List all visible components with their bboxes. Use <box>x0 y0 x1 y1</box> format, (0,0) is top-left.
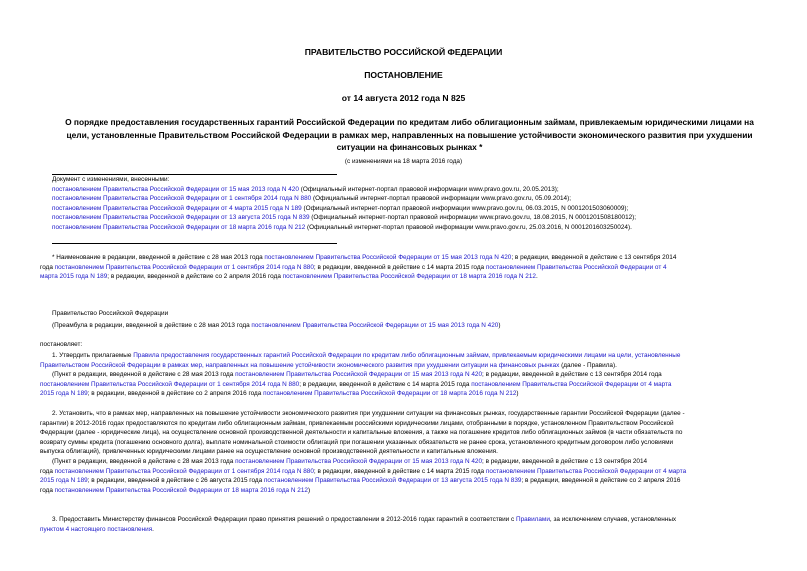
amendment-link[interactable]: постановлением Правительства Российской Федерации от 18 марта 2016 года N 212 <box>52 223 306 231</box>
paragraph-text: ; в редакции, введенной в действие с 13 сентября 2014 <box>482 457 648 465</box>
paragraph-2 <box>40 409 778 495</box>
paragraph-text: ; в редакции, введенной в действие со 2 апреля 2016 <box>521 477 681 485</box>
paragraph-text: ; в редакции, введенной в действие с 14 марта 2015 года <box>313 467 486 475</box>
footnote-link[interactable]: постановлением Правительства Российской Федерации от 15 мая 2013 года N 420 <box>264 254 512 261</box>
list-item <box>52 194 792 204</box>
amendment-link[interactable]: постановлением Правительства Российской Федерации от 1 сентября 2014 года N 880 <box>52 195 312 203</box>
paragraph-line: гарантии) в 2012-2016 годах предоставляются по кредитам либо облигационным займам, привлекаемым российскими юридическими лицами, отобранными в порядке, установленном Правительством Российской <box>40 419 674 427</box>
list-item <box>52 213 792 223</box>
divider <box>52 243 337 244</box>
preamble: Правительство Российской Федерации <box>52 310 169 317</box>
paragraph-3 <box>40 515 778 534</box>
footnote-line <box>40 253 775 263</box>
paragraph-text: ; в редакции, введенной в действие с 13 сентября 2014 года <box>482 371 662 379</box>
rules-link[interactable]: Правилами <box>515 516 550 523</box>
paragraph-text: (Пункт в редакции, введенной в действие с 28 мая 2013 года <box>52 371 236 379</box>
paragraph-line: Федерации (далее - юридические лица), на осуществление основной производственной деятельности и капитальные вложения, а также на погашение кредитов либо облигационных займов (в части обязательств по <box>40 429 683 437</box>
footnote <box>40 253 775 282</box>
footnote-link[interactable]: постановлением Правительства Российской Федерации от 4 <box>485 263 667 271</box>
amendment-link[interactable]: постановлением Правительства Российской Федерации от 4 марта 2015 года N 189 <box>52 204 302 212</box>
paragraph-line: 2. Установить, что в рамках мер, направленных на повышение устойчивости экономического развития при ухудшении ситуации на финансовых рынках, государственные гарантии Российской Федерации (далее - <box>52 410 685 417</box>
revision-note: (с изменениями на 18 марта 2016 года) <box>344 158 463 165</box>
clause-link[interactable]: пунктом 4 настоящего постановления <box>40 525 153 533</box>
amendment-source: (Официальный интернет-портал правовой информации www.pravo.gov.ru, 05.09.2014); <box>311 195 571 203</box>
title-line: цели, установленные Правительством Российской Федерации в рамках мер, направленных на повышение устойчивости экономического развития при ухудшении <box>66 129 753 140</box>
document-title <box>48 116 771 154</box>
revision-link[interactable]: постановлением Правительства Российской Федерации от 1 сентября 2014 года N 880 <box>40 380 300 388</box>
paragraph-line <box>40 380 778 390</box>
paragraph-line <box>40 486 778 496</box>
amendment-link[interactable]: постановлением Правительства Российской Федерации от 15 мая 2013 года N 420 <box>52 185 299 193</box>
footnote-text: . <box>535 273 538 281</box>
footnote-text: * Наименование в редакции, введенной в действие с 28 мая 2013 года <box>52 254 265 261</box>
paragraph-line: выпуска облигаций), привлеченных юридическими лицами ранее на осуществление основной производственной деятельности и капитальные вложения. <box>40 448 498 456</box>
revision-link[interactable]: 2015 года N 189 <box>40 390 88 398</box>
amendment-source: (Официальный интернет-портал правовой информации www.pravo.gov.ru, 25.03.2016, N 0001201603250024). <box>305 223 632 231</box>
revision-link[interactable]: постановлением Правительства Российской Федерации от 1 сентября 2014 года N 880 <box>54 467 314 475</box>
revision-link[interactable]: постановлением Правительства Российской Федерации от 4 марта <box>485 467 687 475</box>
paragraph-text: 1. Утвердить прилагаемые <box>52 352 134 359</box>
paragraph-line <box>40 389 778 399</box>
footnote-text: ; в редакции, введенной в действие со 2 апреля 2016 года <box>107 273 283 281</box>
note-text: ) <box>498 322 501 329</box>
paragraph-text: ; в редакции, введенной в действие с 14 марта 2015 года <box>299 380 472 388</box>
paragraph-text: ) <box>307 486 311 494</box>
paragraph-text: года <box>40 486 55 494</box>
paragraph-line <box>40 467 778 477</box>
paragraph-text: (Пункт в редакции, введенной в действие с 28 мая 2013 года <box>52 457 236 465</box>
revision-link[interactable]: постановлением Правительства Российской Федерации от 4 марта <box>471 380 672 388</box>
revision-link[interactable]: постановлением Правительства Российской Федерации от 18 марта 2016 года N 212 <box>54 486 308 494</box>
revision-link[interactable]: постановлением Правительства Российской Федерации от 15 мая 2013 года N 420 <box>235 457 483 465</box>
paragraph-line <box>40 361 778 371</box>
paragraph-line <box>40 457 778 467</box>
paragraph-1 <box>40 351 778 399</box>
government-name: ПРАВИТЕЛЬСТВО РОССИЙСКОЙ ФЕДЕРАЦИИ <box>304 47 503 57</box>
paragraph-text: 3. Предоставить Министерству финансов Российской Федерации право принятия решений о предоставлении в 2012-2016 годах гарантий в соответствии с <box>52 516 516 523</box>
footnote-text: ; в редакции, введенной в действие с 13 сентября 2014 <box>511 254 677 261</box>
document-date: от 14 августа 2012 года N 825 <box>341 93 466 103</box>
revision-link[interactable]: постановлением Правительства Российской Федерации от 13 августа 2015 года N 839 <box>263 477 522 485</box>
title-line: ситуации на финансовых рынках * <box>336 142 483 152</box>
footnote-text: ; в редакции, введенной в действие с 14 марта 2015 года <box>313 263 486 271</box>
amendment-source: (Официальный интернет-портал правовой информации www.pravo.gov.ru, 06.03.2015, N 0001201503060009); <box>301 204 629 212</box>
paragraph-text: ; в редакции, введенной в действие с 26 августа 2015 года <box>87 477 264 485</box>
footnote-link[interactable]: марта 2015 года N 189 <box>40 273 108 281</box>
paragraph-text: , за исключением случаев, установленных <box>549 516 677 523</box>
paragraph-text: ; в редакции, введенной в действие со 2 апреля 2016 года <box>87 390 264 398</box>
revision-link[interactable]: постановлением Правительства Российской Федерации от 15 мая 2013 года N 420 <box>235 371 483 379</box>
rules-link[interactable]: Правила предоставления государственных гарантий Российской Федерации по кредитам либо облигационным займам, привлекаемым юридическими лицами на цели, установленные <box>133 352 681 359</box>
paragraph-line <box>40 370 778 380</box>
paragraph-text: (далее - Правила). <box>559 361 617 369</box>
list-item <box>52 204 792 214</box>
footnote-line <box>40 263 775 273</box>
title-line: О порядке предоставления государственных гарантий Российской Федерации по кредитам либо облигационным займам, привлекаемым юридическими лицами на <box>65 117 754 127</box>
document-type: ПОСТАНОВЛЕНИЕ <box>364 70 443 80</box>
revision-link[interactable]: постановлением Правительства Российской Федерации от 18 марта 2016 года N 212 <box>263 390 517 398</box>
footnote-text: года <box>40 263 55 271</box>
list-item <box>52 223 792 233</box>
revision-link[interactable]: 2015 года N 189 <box>40 477 88 485</box>
paragraph-text: года <box>40 467 55 475</box>
list-item <box>52 185 792 195</box>
note-text: (Преамбула в редакции, введенной в действие с 28 мая 2013 года <box>52 322 252 329</box>
paragraph-text: . <box>152 525 154 533</box>
footnote-link[interactable]: постановлением Правительства Российской Федерации от 18 марта 2016 года N 212 <box>282 273 536 281</box>
paragraph-line <box>40 525 778 535</box>
amendments-intro: Документ с изменениями, внесенными: <box>52 176 170 183</box>
paragraph-line <box>40 351 778 361</box>
amendment-source: (Официальный интернет-портал правовой информации www.pravo.gov.ru, 20.05.2013); <box>298 185 559 193</box>
paragraph-line <box>40 515 778 525</box>
footnote-link[interactable]: постановлением Правительства Российской Федерации от 1 сентября 2014 года N 880 <box>54 263 314 271</box>
preamble-link[interactable]: постановлением Правительства Российской Федерации от 15 мая 2013 года N 420 <box>251 322 499 329</box>
footnote-line <box>40 272 775 282</box>
amendment-link[interactable]: постановлением Правительства Российской Федерации от 13 августа 2015 года N 839 <box>52 214 310 222</box>
rules-link[interactable]: Правительством Российской Федерации в рамках мер, направленных на повышение устойчивости экономического развития при ухудшении ситуации на финансовых рынках <box>40 361 560 369</box>
preamble-note <box>52 321 500 331</box>
amendments-list <box>52 175 792 233</box>
paragraph-text: ) <box>516 390 519 398</box>
amendment-source: (Официальный интернет-портал правовой информации www.pravo.gov.ru, 18.08.2015, N 0001201508180012); <box>309 214 637 222</box>
paragraph-line: возврату суммы кредита (погашению основного долга), выплате номинальной стоимости облигаций при погашении указанных обязательств не ранее срока, установленного кредитным договором либо условиями <box>40 438 674 446</box>
decrees-label: постановляет: <box>40 341 83 348</box>
paragraph-line <box>40 476 778 486</box>
